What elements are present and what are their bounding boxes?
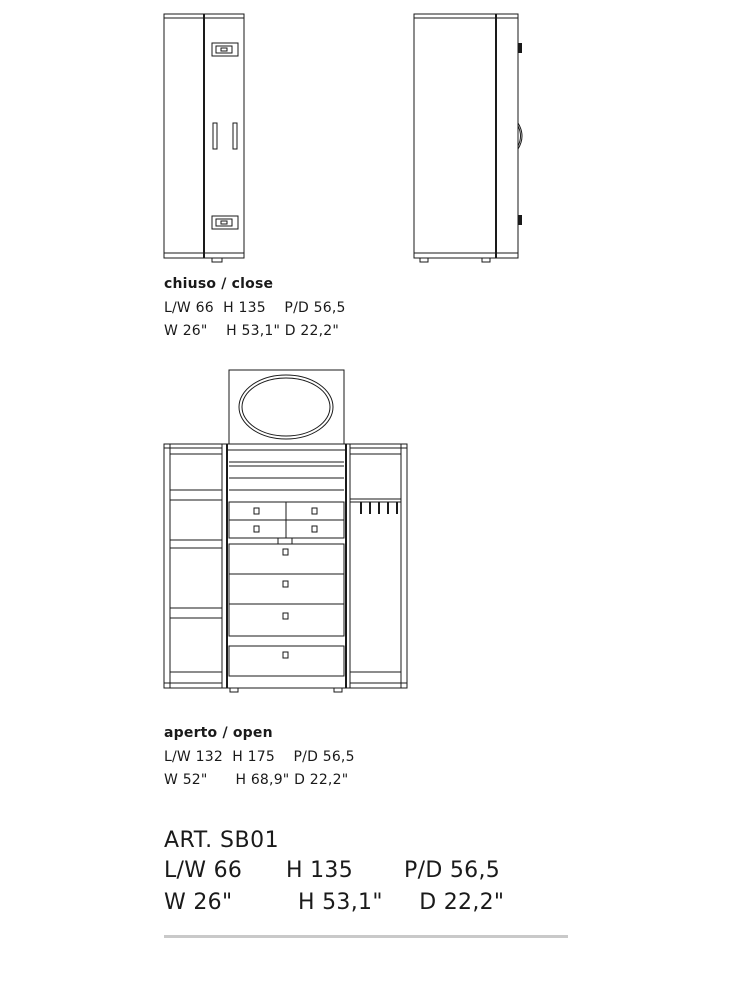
article-dims-metric: L/W 66 H 135 P/D 56,5 (164, 858, 501, 883)
closed-side-drawing (410, 10, 530, 270)
closed-dims-metric: L/W 66 H 135 P/D 56,5 (164, 300, 346, 316)
closed-front-drawing (160, 10, 250, 270)
open-dims-metric: L/W 132 H 175 P/D 56,5 (164, 749, 355, 765)
article-dims-imperial: W 26" H 53,1" D 22,2" (164, 890, 505, 915)
open-dims-imperial: W 52" H 68,9" D 22,2" (164, 772, 349, 788)
open-front-drawing (160, 366, 415, 700)
article-title: ART. SB01 (164, 828, 280, 853)
bottom-divider (164, 935, 568, 938)
closed-dims-imperial: W 26" H 53,1" D 22,2" (164, 323, 340, 339)
open-caption-title: aperto / open (164, 725, 273, 741)
closed-caption-title: chiuso / close (164, 276, 274, 292)
